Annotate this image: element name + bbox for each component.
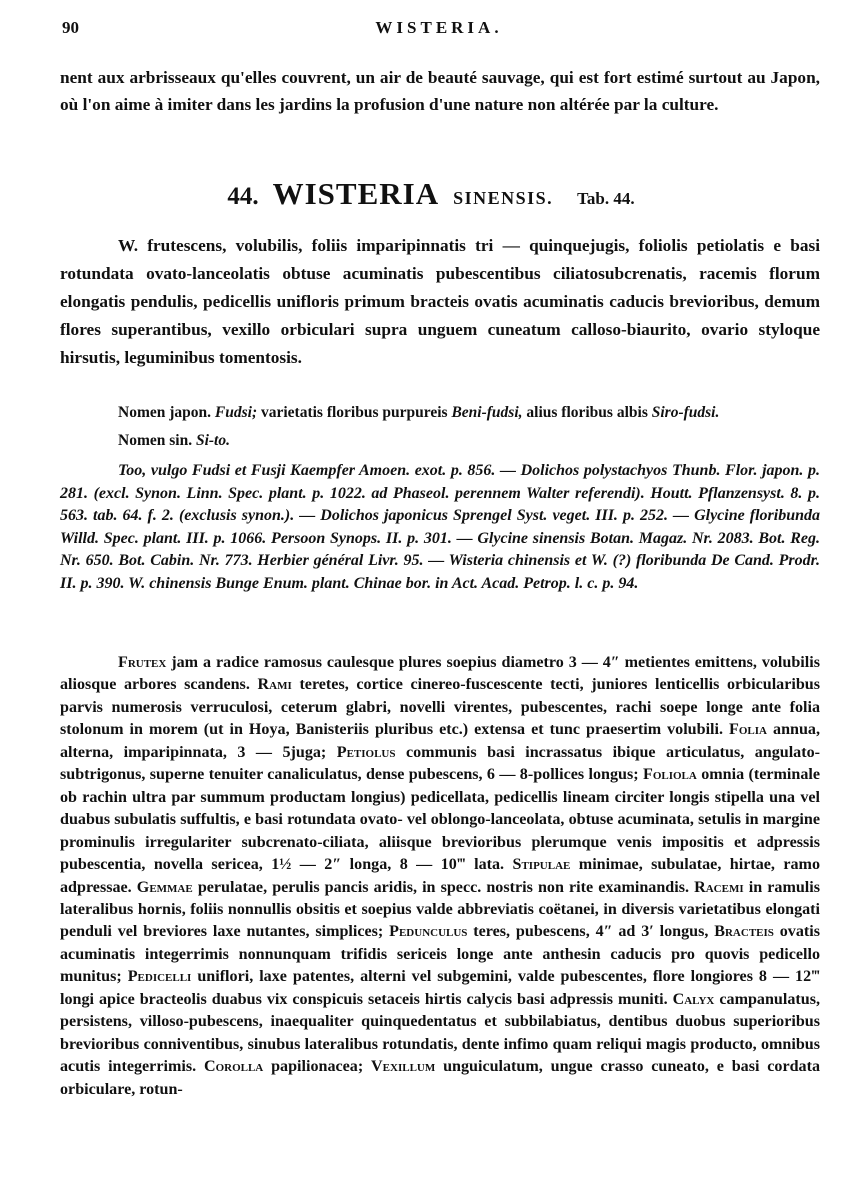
japanese-name-line (118, 399, 820, 427)
intro-paragraph: nent aux arbrisseaux qu'elles couvrent, un air de beauté sauvage, qui est fort estimé surtout au Japon, où l'on aime à imiter dans les jardins la profusion d'une nature non altérée par la culture. (60, 68, 820, 114)
description-text-j: ovatis acuminatis integerrimis nonnunquam trifidis sericeis longe ante anthesin caducis pro quovis pedicello munitus; (60, 923, 820, 986)
genus-name: WISTERIA (272, 176, 440, 211)
description-text-b: teretes, cortice cinereo-fuscescente tecti, juniores lenticellis orbicularibus parvis numerosis verruculosi, ceterum glabri, novelli virentes, pubescentes, rachi soepe longe ante folia stolonum in morem (ut in Hoya, Banisteriis pluribus etc.) extensa et tunc praesertim volubili. (60, 676, 821, 739)
japanese-variety-1: Beni-fudsi, (451, 404, 523, 421)
term-bracteis: Bracteis (714, 923, 774, 941)
description-text-h: in ramulis lateralibus hornis, foliis nonnullis obsitis et soepius valde abbreviatis coëtanei, in diversis varietatibus elongati penduli vel breviores laxe nutantes, simplices; (60, 878, 821, 941)
description-paragraph (60, 652, 820, 1101)
description-text-d: communis basi incrassatus ibique articulatus, angulato-subtrigonus, superne tenuiter canaliculatus, dense pubescens, 6 — 8-pollices longus; (60, 743, 820, 784)
term-rami: Rami (257, 676, 292, 694)
description-text-m: papilionacea; (271, 1058, 364, 1076)
japanese-variety-text-2: alius floribus albis (526, 404, 648, 421)
plate-reference: Tab. 44. (577, 189, 635, 208)
term-pedunculus: Pedunculus (389, 923, 468, 941)
term-vexillum: Vexillum (371, 1058, 436, 1076)
japanese-variety-text-1: varietatis floribus purpureis (260, 404, 448, 421)
term-petiolus: Petiolus (336, 743, 396, 761)
term-foliola: Foliola (643, 766, 697, 784)
chinese-label: Nomen sin. (118, 432, 193, 449)
species-epithet: SINENSIS. (453, 188, 554, 208)
description-text-l: campanulatus, persistens, villoso-pubescens, inaequaliter quinquedentatus et subbilabiatus, dentibus duobus superioribus brevioribus conniventibus, sinubus lateralibus rotundatis, dente infimo quam reliqui magis producto, omnibus acutis integerrimis. (60, 990, 820, 1076)
term-gemmae: Gemmae (136, 878, 193, 896)
term-frutex: Frutex (118, 654, 167, 671)
description-text-a: jam a radice ramosus caulesque plures soepius diametro 3 — 4″ metientes emittens, volubilis aliosque arbores scandens. (60, 654, 820, 694)
description-text-c: annua, alterna, imparipinnata, 3 — 5juga; (60, 721, 820, 761)
description-text-g: perulatae, perulis pancis aridis, in specc. nostris non rite examinandis. (197, 878, 689, 896)
term-calyx: Calyx (672, 990, 715, 1008)
species-heading (0, 176, 862, 212)
term-corolla: Corolla (203, 1058, 264, 1076)
term-stipulae: Stipulae (512, 856, 571, 874)
vernacular-names (118, 399, 820, 455)
japanese-name: Fudsi; (214, 404, 258, 421)
chinese-name: Si-to. (195, 432, 230, 449)
description-text-k: uniflori, laxe patentes, alterni vel subgemini, valde pubescentes, flore longiores 8 — 12‴ longi apice bracteolis duabus vix conspicuis setaceis hirtis calycis basi adpressis muniti. (60, 968, 820, 1008)
synonymy-paragraph: Too, vulgo Fudsi et Fusji Kaempfer Amoen. exot. p. 856. — Dolichos polystachyos Thunb. Flor. japon. p. 281. (excl. Synon. Linn. Spec. plant. p. 1022. ad Phaseol. perennem Walter referendi). Houtt. Pflanzensyst. 8. p. 563. tab. 64. f. 2. (exclusis synon.). — Dolichos japonicus Sprengel Syst. veget. III. p. 252. — Glycine floribunda Willd. Spec. plant. III. p. 1066. Persoon Synops. II. p. 301. — Glycine sinensis Botan. Magaz. Nr. 2083. Bot. Reg. Nr. 650. Bot. Cabin. Nr. 773. Herbier général Livr. 95. — Wisteria chinensis et W. (?) floribunda De Cand. Prodr. II. p. 390. W. chinensis Bunge Enum. plant. Chinae bor. in Act. Acad. Petrop. l. c. p. 94. (60, 462, 820, 592)
japanese-variety-2: Siro-fudsi. (651, 404, 720, 421)
japanese-label: Nomen japon. (118, 404, 212, 421)
species-number: 44. (227, 183, 259, 210)
chinese-name-line (118, 427, 820, 455)
diagnosis-paragraph: W. frutescens, volubilis, foliis imparipinnatis tri — quinquejugis, foliolis petiolatis e basi rotundata ovato-lanceolatis obtuse acuminatis pubescentibus ciliatosubcrenatis, racemis florum elongatis pendulis, pedicellis unifloris primum bracteis ovatis acuminatis caducis brevioribus, demum flores superantibus, vexillo orbiculari supra unguem cuneatum calloso-biaurito, ovario styloque hirsutis, leguminibus tomentosis. (60, 236, 820, 367)
term-pedicelli: Pedicelli (127, 968, 192, 986)
description-text-f: minimae, subulatae, hirtae, ramo adpressae. (60, 856, 820, 896)
description-text-i: teres, pubescens, 4″ ad 3′ longus, (473, 923, 709, 941)
page-header (62, 14, 816, 48)
description-text-n: unguiculatum, ungue crasso cuneato, e basi cordata orbiculare, rotun- (60, 1058, 821, 1098)
description-text-e: omnia (terminale ob rachin ultra par summum productam longius) pedicellata, pedicellis lineam circiter longis stipella una vel duabus subulatis suffultis, e basi rotundata ovato- vel oblongo-lanceolata, obtuse acuminata, setulis in margine prominulis irregulariter subcrenato-ciliata, aliisque brevioribus plerumque venis impositis et adpressis pubescentia, novella sericea, 1½ — 2″ longa, 8 — 10‴ lata. (60, 766, 820, 874)
term-folia: Folia (729, 721, 767, 739)
page-number: 90 (62, 18, 79, 37)
term-racemi: Racemi (694, 878, 744, 896)
running-title: WISTERIA. (375, 18, 503, 37)
